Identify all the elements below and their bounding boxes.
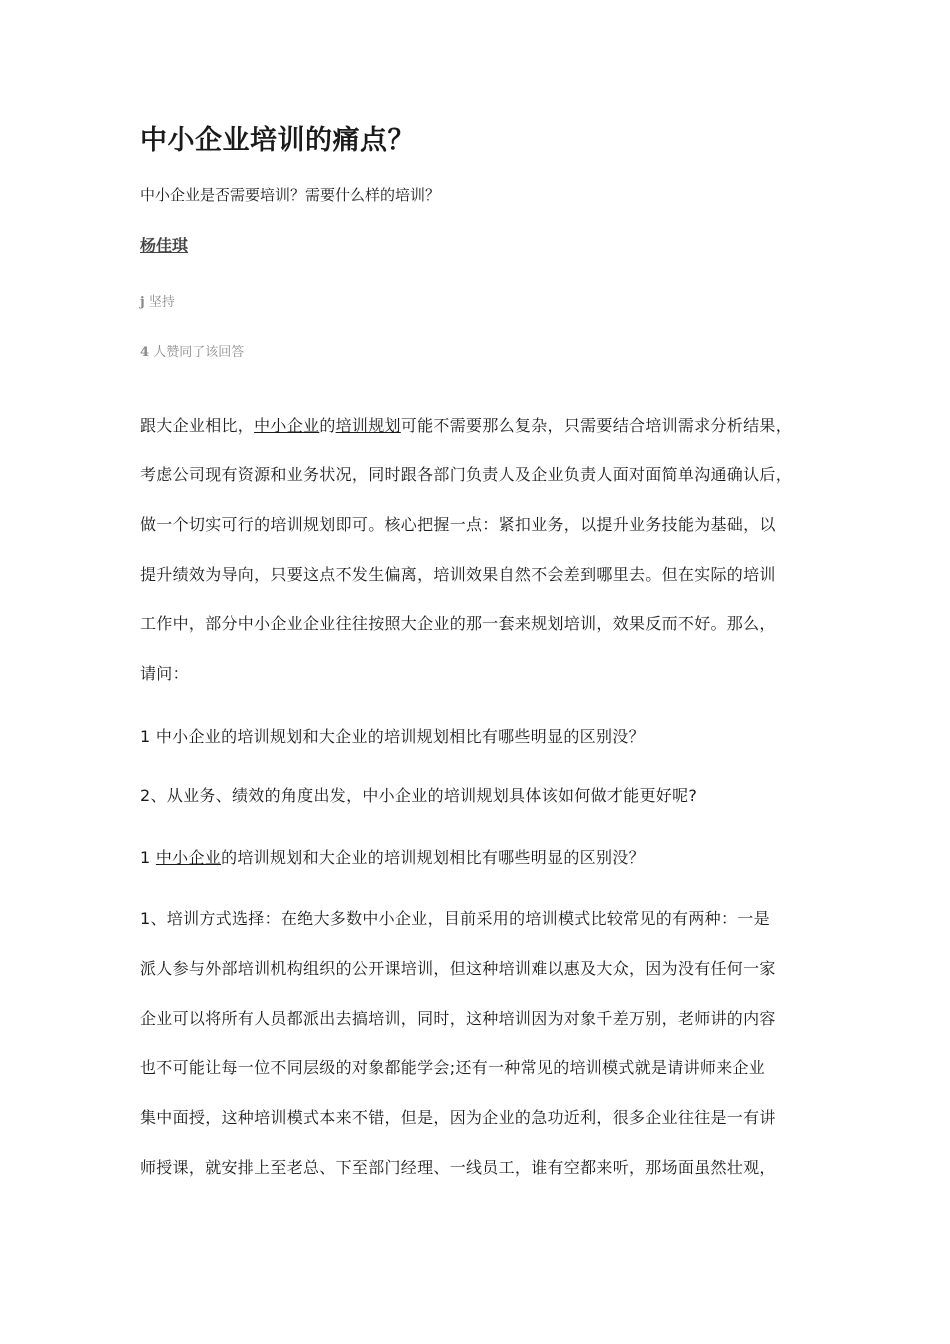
paragraph-line xyxy=(140,413,792,436)
paragraph-line: 考虑公司现有资源和业务状况，同时跟各部门负责人及企业负责人面对面简单沟通确认后， xyxy=(140,465,793,484)
text-span: 的 xyxy=(319,416,336,435)
vote-text: 人赞同了该回答 xyxy=(153,345,245,360)
link-smes[interactable]: 中小企业 xyxy=(155,848,222,867)
paragraph-line: 1、培训方式选择：在绝大多数中小企业，目前采用的培训模式比较常见的有两种：一是 xyxy=(140,909,770,928)
text-span: 1 xyxy=(140,848,156,867)
paragraph-line: 也不可能让每一位不同层级的对象都能学会;还有一种常见的培训模式就是请讲师来企业 xyxy=(140,1058,766,1077)
link-smes[interactable]: 中小企业 xyxy=(254,416,320,435)
paragraph-line: 请问： xyxy=(140,664,189,683)
text-span: 可能不需要那么复杂，只需要结合培训需求分析结果， xyxy=(400,416,793,435)
link-training-plan[interactable]: 培训规划 xyxy=(335,416,401,435)
text-span: 的培训规划和大企业的培训规划相比有哪些明显的区别没？ xyxy=(221,848,645,867)
author-link[interactable]: 杨佳琪 xyxy=(140,236,189,255)
vote-count xyxy=(140,341,244,360)
paragraph-line: 工作中，部分中小企业企业往往按照大企业的那一套来规划培训，效果反而不好。那么， xyxy=(140,614,776,633)
vote-number: 4 xyxy=(140,345,150,360)
subtitle: 中小企业是否需要培训？需要什么样的培训？ xyxy=(140,186,441,204)
paragraph-line: 集中面授，这种培训模式本来不错，但是，因为企业的急功近利，很多企业往往是一有讲 xyxy=(140,1108,776,1127)
question-2: 2、从业务、绩效的角度出发，中小企业的培训规划具体该如何做才能更好呢? xyxy=(140,786,698,805)
badge-letter: j xyxy=(140,295,145,310)
page-title: 中小企业培训的痛点？ xyxy=(140,125,415,156)
author-badge xyxy=(140,291,175,310)
paragraph-line: 师授课，就安排上至老总、下至部门经理、一线员工，谁有空都来听，那场面虽然壮观， xyxy=(140,1158,776,1177)
paragraph-line: 派人参与外部培训机构组织的公开课培训，但这种培训难以惠及大众，因为没有任何一家 xyxy=(140,959,776,978)
question-1: 1 中小企业的培训规划和大企业的培训规划相比有哪些明显的区别没？ xyxy=(140,727,645,746)
badge-text: 坚持 xyxy=(148,295,175,310)
paragraph-line: 提升绩效为导向，只要这点不发生偏离，培训效果自然不会差到哪里去。但在实际的培训 xyxy=(140,565,776,584)
question-1-repeat xyxy=(140,845,645,868)
paragraph-line: 做一个切实可行的培训规划即可。核心把握一点：紧扣业务，以提升业务技能为基础，以 xyxy=(140,515,776,534)
paragraph-line: 企业可以将所有人员都派出去搞培训，同时，这种培训因为对象千差万别，老师讲的内容 xyxy=(140,1009,776,1028)
text-span: 跟大企业相比， xyxy=(140,416,255,435)
